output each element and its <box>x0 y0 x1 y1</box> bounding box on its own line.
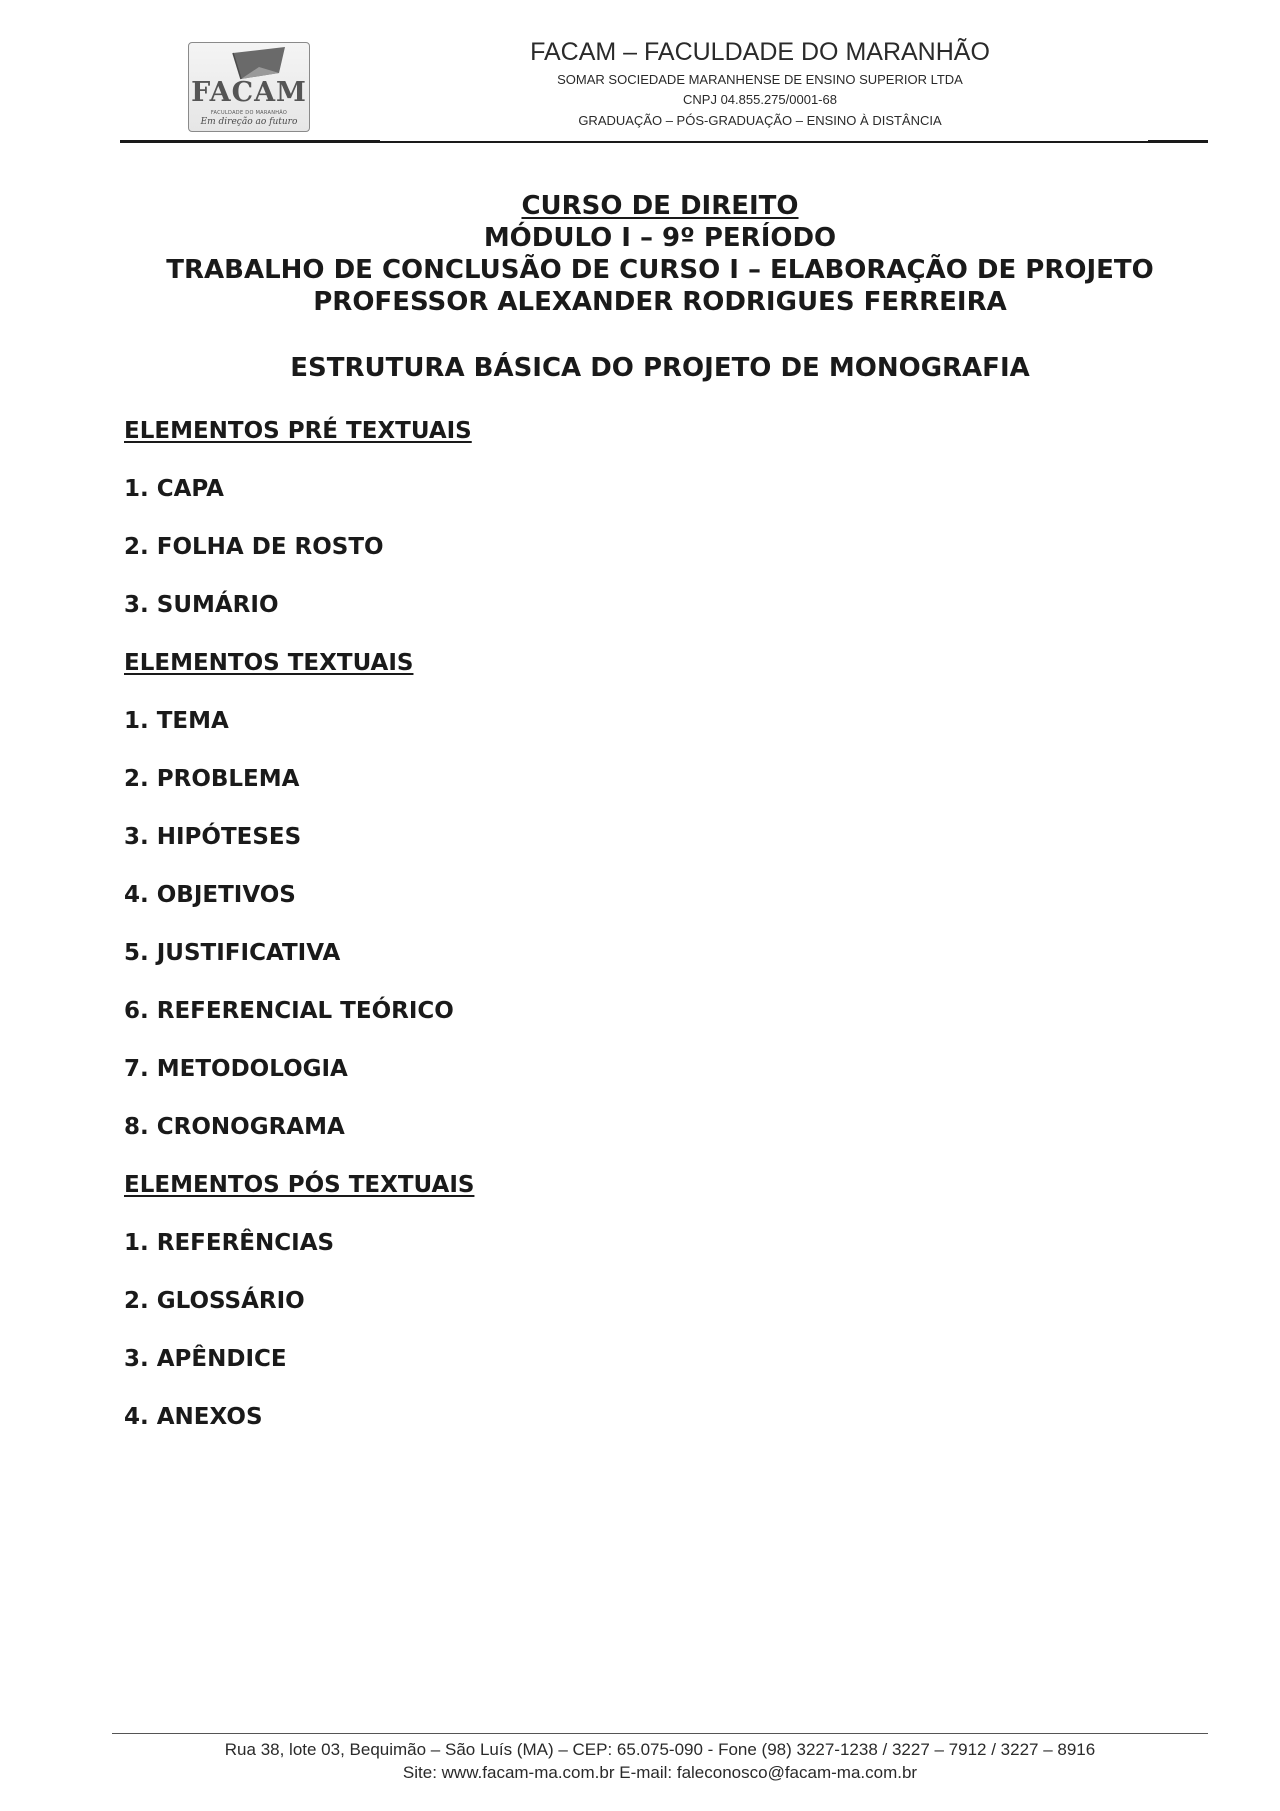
logo-name: FACAM <box>191 77 307 108</box>
list-item-text: 1. CAPA <box>124 476 224 502</box>
header-divider-accent-left <box>120 140 380 143</box>
list-item <box>124 474 1124 532</box>
footer-divider <box>112 1733 1208 1734</box>
section-heading <box>124 1170 1124 1228</box>
list-item-text: 1. REFERÊNCIAS <box>124 1230 335 1256</box>
list-item <box>124 1286 1124 1344</box>
list-item-text: 2. FOLHA DE ROSTO <box>124 534 384 560</box>
professor-name: PROFESSOR ALEXANDER RODRIGUES FERREIRA <box>313 287 1007 317</box>
list-item-text: 5. JUSTIFICATIVA <box>124 940 341 966</box>
section-heading <box>124 648 1124 706</box>
logo-subtitle: FACULDADE DO MARANHÃO <box>210 110 288 116</box>
list-item <box>124 1112 1124 1170</box>
page-header <box>0 0 1280 150</box>
list-item <box>124 880 1124 938</box>
list-item-text: 7. METODOLOGIA <box>124 1056 348 1082</box>
list-item <box>124 1054 1124 1112</box>
section-heading-text: ELEMENTOS TEXTUAIS <box>124 650 414 676</box>
institution-cnpj: CNPJ 04.855.275/0001-68 <box>683 92 837 107</box>
section-heading <box>124 416 1124 474</box>
list-item <box>124 1402 1124 1460</box>
subject-title: TRABALHO DE CONCLUSÃO DE CURSO I – ELABORAÇÃO DE PROJETO <box>166 255 1154 285</box>
list-item <box>124 1228 1124 1286</box>
list-item <box>124 590 1124 648</box>
list-item-text: 2. PROBLEMA <box>124 766 300 792</box>
list-item-text: 4. OBJETIVOS <box>124 882 296 908</box>
list-item <box>124 706 1124 764</box>
footer-contact: Site: www.facam-ma.com.br E-mail: faleconosco@facam-ma.com.br <box>402 1763 918 1782</box>
facam-logo <box>188 42 310 132</box>
section-heading-text: ELEMENTOS PRÉ TEXTUAIS <box>124 418 472 444</box>
structure-title: ESTRUTURA BÁSICA DO PROJETO DE MONOGRAFIA <box>290 353 1030 383</box>
title-block <box>120 190 1200 318</box>
list-item <box>124 938 1124 996</box>
list-item-text: 8. CRONOGRAMA <box>124 1114 345 1140</box>
list-item-text: 2. GLOSSÁRIO <box>124 1288 305 1314</box>
course-title: CURSO DE DIREITO <box>521 191 799 221</box>
module-title: MÓDULO I – 9º PERÍODO <box>483 223 837 253</box>
list-item-text: 1. TEMA <box>124 708 229 734</box>
institution-levels: GRADUAÇÃO – PÓS-GRADUAÇÃO – ENSINO À DISTÂNCIA <box>578 113 942 128</box>
section-heading-text: ELEMENTOS PÓS TEXTUAIS <box>124 1172 475 1198</box>
institution-name: FACAM – FACULDADE DO MARANHÃO <box>530 38 990 66</box>
list-item-text: 3. HIPÓTESES <box>124 824 302 850</box>
list-item-text: 3. APÊNDICE <box>124 1346 287 1372</box>
list-item-text: 3. SUMÁRIO <box>124 592 279 618</box>
header-divider-accent-right <box>1148 140 1208 143</box>
list-item <box>124 764 1124 822</box>
footer-address: Rua 38, lote 03, Bequimão – São Luís (MA) – CEP: 65.075-090 - Fone (98) 3227-1238 / 3227 – 7912 / 3227 – 8916 <box>224 1740 1096 1759</box>
list-item <box>124 996 1124 1054</box>
logo-tagline: Em direção ao futuro <box>200 117 298 127</box>
list-item-text: 6. REFERENCIAL TEÓRICO <box>124 998 454 1024</box>
institution-company: SOMAR SOCIEDADE MARANHENSE DE ENSINO SUPERIOR LTDA <box>557 72 963 87</box>
list-item <box>124 822 1124 880</box>
list-item <box>124 532 1124 590</box>
list-item <box>124 1344 1124 1402</box>
project-structure-outline <box>124 416 1124 1460</box>
list-item-text: 4. ANEXOS <box>124 1404 263 1430</box>
